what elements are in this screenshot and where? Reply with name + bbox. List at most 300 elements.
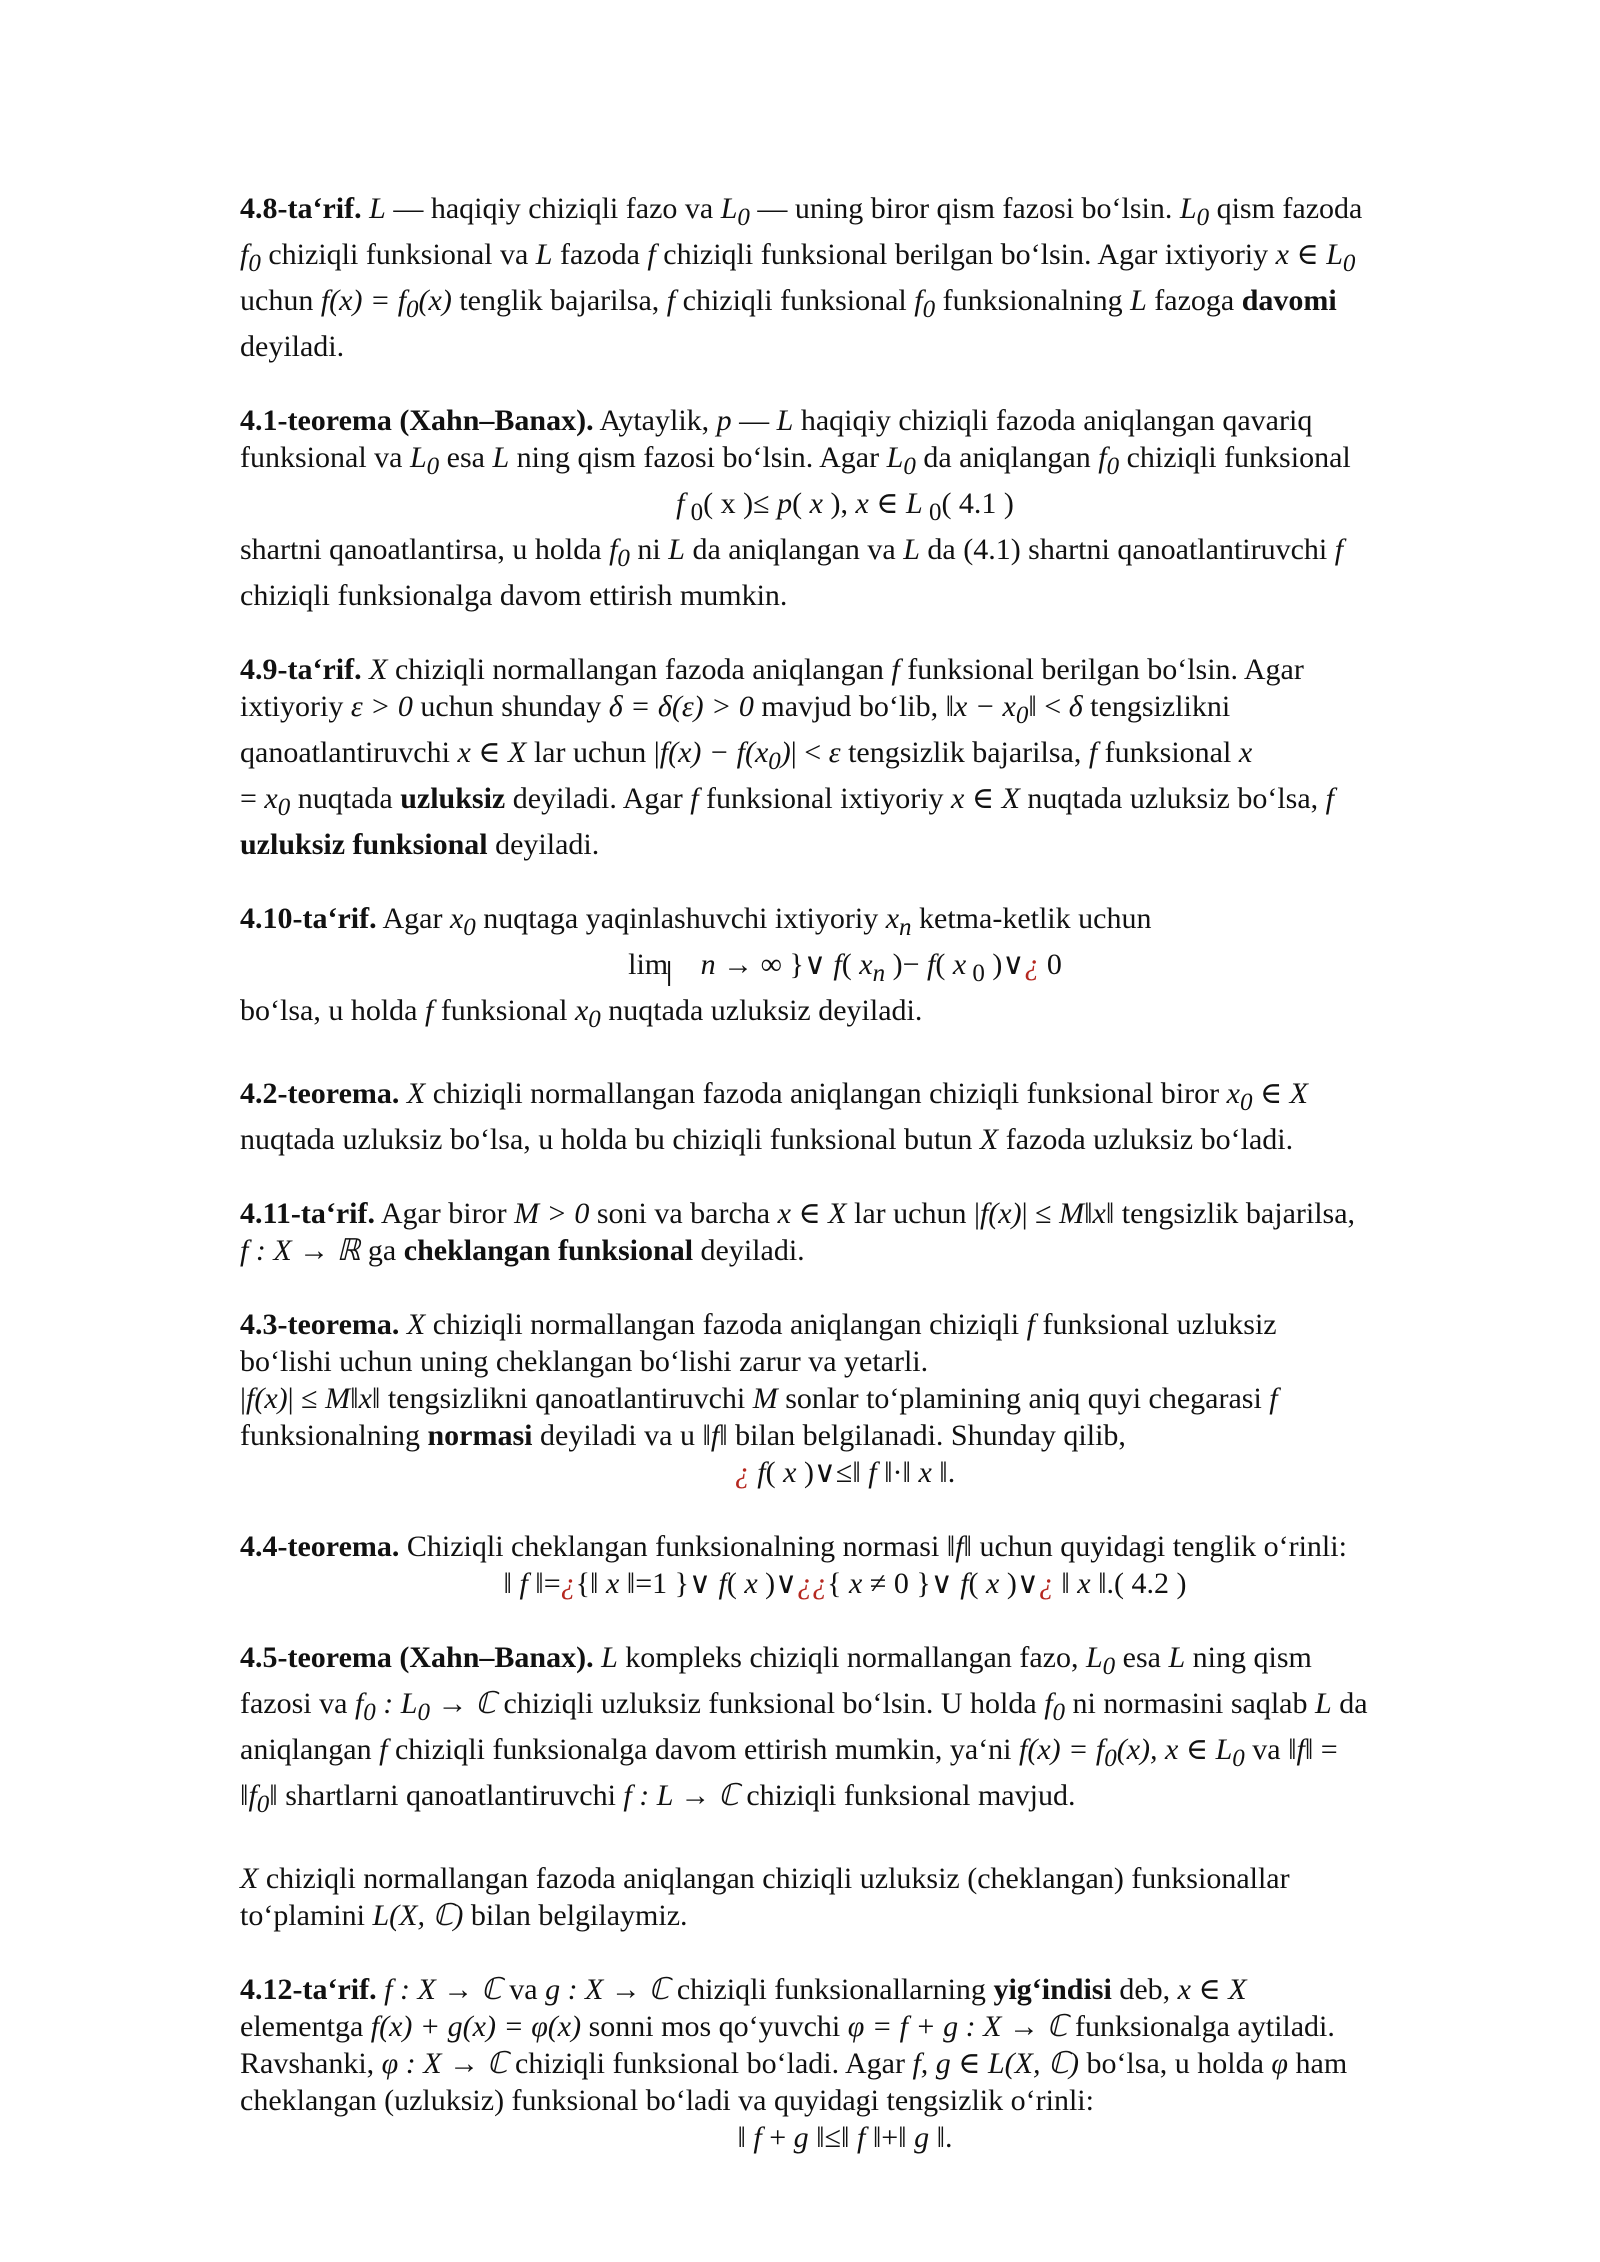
text-segment: esa	[439, 441, 493, 474]
text-segment: da	[1331, 1687, 1368, 1720]
text-line	[240, 328, 1450, 365]
text-segment: L	[535, 238, 553, 271]
text-segment: shartni qanoatlantirsa, u holda	[240, 533, 610, 566]
text-segment: X	[240, 1862, 259, 1895]
text-segment: L	[886, 441, 904, 474]
text-line	[240, 1860, 1450, 1897]
text-segment: f	[690, 782, 699, 815]
text-segment: x	[918, 1456, 932, 1489]
text-segment: 0	[903, 453, 916, 480]
text-segment: uzluksiz funksional	[240, 828, 488, 861]
text-segment: ∈	[964, 782, 1002, 815]
text-segment: (	[968, 1567, 987, 1600]
text-segment: g : X → ℂ	[545, 1973, 670, 2006]
text-segment: — uning biror qism fazosi bo‘lsin.	[749, 192, 1180, 225]
text-segment: qism fazoda	[1209, 192, 1363, 225]
text-line	[240, 1417, 1450, 1454]
text-segment: f	[868, 1456, 877, 1489]
text-segment: f	[354, 1687, 364, 1720]
text-segment: chiziqli normallangan fazoda aniqlangan chiziqli uzluksiz (cheklangan) funksionallar	[258, 1862, 1290, 1895]
text-segment: Aytaylik,	[593, 404, 717, 437]
text-line	[240, 1343, 1450, 1380]
text-segment: x	[849, 1567, 863, 1600]
text-segment: ‖ tengsizlikni qanoatlantiruvchi	[371, 1382, 753, 1415]
text-segment: 0	[737, 204, 750, 231]
text-segment: x	[1226, 1077, 1240, 1110]
text-segment: ∈	[868, 487, 906, 520]
text-segment: δ = δ(ε) > 0	[608, 690, 754, 723]
text-segment: ‖	[1053, 1567, 1078, 1600]
text-segment: f	[519, 1567, 528, 1600]
text-segment: X	[979, 1123, 999, 1156]
text-segment: x	[574, 994, 589, 1027]
text-segment: ¿	[560, 1567, 576, 1600]
text-segment	[399, 1077, 407, 1110]
text-segment: to‘plamini	[240, 1899, 373, 1932]
text-segment: )∨	[757, 1567, 798, 1600]
text-segment: fazosi va	[240, 1687, 355, 1720]
text-segment: ‖	[503, 1567, 520, 1600]
text-segment: 4.2-teorema.	[240, 1077, 400, 1110]
text-segment: (	[792, 487, 810, 520]
text-segment: ga	[360, 1234, 404, 1267]
text-segment: M	[1059, 1197, 1085, 1230]
text-line	[240, 402, 1450, 439]
text-segment: uchun shunday	[412, 690, 609, 723]
equation-4-2	[240, 1565, 1450, 1602]
text-segment: uzluksiz	[400, 782, 506, 815]
text-segment: (x), x	[1116, 1733, 1179, 1766]
text-segment: nuqtaga yaqinlashuvchi ixtiyoriy	[475, 902, 886, 935]
text-line	[240, 1195, 1450, 1232]
text-segment: f : X → ℂ	[384, 1973, 502, 2006]
text-segment: L	[1315, 1687, 1332, 1720]
text-segment: X	[828, 1197, 847, 1230]
text-line	[240, 688, 1450, 734]
text-segment: f	[1269, 1382, 1278, 1415]
theorem-4-3	[240, 1306, 1450, 1491]
text-segment	[362, 192, 370, 225]
text-segment: funksionalga aytiladi.	[1067, 2010, 1335, 2043]
text-segment: 0	[588, 1006, 601, 1033]
text-segment: 0	[1342, 250, 1356, 277]
text-segment: f : L → ℂ	[623, 1779, 739, 1812]
text-segment: da aniqlangan	[915, 441, 1099, 474]
text-segment: da (4.1) shartni qanoatlantiruvchi	[919, 533, 1335, 566]
text-segment: x	[449, 902, 464, 935]
text-segment: f	[1044, 1687, 1053, 1720]
text-segment: (	[935, 948, 953, 981]
text-segment: ham	[1288, 2047, 1348, 2080]
text-segment: f	[676, 487, 685, 520]
text-segment: x	[1092, 1197, 1106, 1230]
text-segment: chiziqli funksional berilgan bo‘lsin. Agar ixtiyoriy	[655, 238, 1276, 271]
text-line	[240, 651, 1450, 688]
theorem-4-1	[240, 402, 1450, 614]
text-segment: f	[891, 653, 900, 686]
text-segment: chiziqli uzluksiz funksional bo‘lsin. U holda	[495, 1687, 1045, 1720]
text-segment: | ≤	[287, 1382, 326, 1415]
text-segment: X	[1228, 1973, 1247, 2006]
definition-4-8	[240, 190, 1450, 365]
text-segment: f	[666, 284, 676, 317]
text-segment: deb,	[1111, 1973, 1178, 2006]
text-line	[240, 1639, 1450, 1685]
definition-4-9	[240, 651, 1450, 863]
text-segment: tenglik bajarilsa,	[451, 284, 667, 317]
text-segment: f	[753, 2121, 762, 2154]
text-segment: ‖	[350, 1382, 359, 1415]
text-segment: )∨	[984, 948, 1025, 981]
text-segment: funksional va	[240, 441, 410, 474]
text-segment: +	[761, 2121, 794, 2154]
text-segment: Ravshanki,	[240, 2047, 382, 2080]
text-segment: chiziqli funksionallarning	[669, 1973, 994, 2006]
text-segment: aniqlangan	[240, 1733, 380, 1766]
text-segment: 0	[426, 453, 440, 480]
text-segment: elementga	[240, 2010, 371, 2043]
text-segment: x	[809, 487, 823, 520]
text-segment: f	[424, 994, 434, 1027]
text-line	[240, 1777, 1450, 1823]
text-segment: funksionalning	[935, 284, 1131, 317]
text-segment: ‖.	[929, 2121, 953, 2154]
text-segment: ≠ 0 }∨	[862, 1567, 961, 1600]
text-segment: x	[1077, 1567, 1091, 1600]
text-segment: f	[1088, 736, 1098, 769]
text-segment: (x)	[418, 284, 452, 317]
text-segment: —	[731, 404, 777, 437]
text-segment: ∈	[1190, 1973, 1229, 2006]
text-segment: ∈	[950, 2047, 988, 2080]
text-segment: ∈	[470, 736, 508, 769]
text-segment: x	[952, 948, 967, 981]
text-segment: deyiladi.	[487, 828, 600, 861]
text-segment: ‖ uchun quyidagi tenglik o‘rinli:	[963, 1530, 1347, 1563]
text-segment: (	[841, 948, 860, 981]
page-content	[240, 190, 1450, 2193]
text-line	[240, 734, 1450, 780]
text-segment: 4.11-ta‘rif.	[240, 1197, 375, 1230]
text-segment: L	[369, 192, 386, 225]
text-line	[240, 282, 1450, 328]
text-segment: )∨≤‖	[796, 1456, 869, 1489]
theorem-4-4	[240, 1528, 1450, 1602]
text-segment: f	[1296, 1733, 1305, 1766]
text-line	[240, 992, 1450, 1038]
text-segment: va	[501, 1973, 546, 2006]
text-segment: funksional uzluksiz	[1034, 1308, 1277, 1341]
text-segment	[399, 1308, 407, 1341]
text-segment: 0	[1104, 1745, 1117, 1772]
text-segment: f	[757, 1456, 766, 1489]
text-segment: f(x) + g(x) = φ(x)	[370, 2010, 582, 2043]
text-segment: ( x )≤	[703, 487, 778, 520]
text-segment: (	[765, 1456, 784, 1489]
text-segment: φ : X → ℂ	[381, 2047, 508, 2080]
text-segment: 4.10-ta‘rif.	[240, 902, 377, 935]
text-segment: f(x)	[979, 1197, 1022, 1230]
text-segment: fazoga	[1146, 284, 1242, 317]
text-segment: esa	[1115, 1641, 1169, 1674]
text-segment: 0	[966, 960, 985, 987]
text-segment	[362, 653, 370, 686]
text-segment: nuqtada uzluksiz deyiladi.	[600, 994, 923, 1027]
text-segment: X	[369, 653, 388, 686]
text-segment: x	[1177, 1973, 1191, 2006]
text-segment: → ℂ	[429, 1687, 496, 1720]
text-segment: X	[1289, 1077, 1308, 1110]
text-segment: nuqtada uzluksiz bo‘lsa, u holda bu chiziqli funksional butun	[240, 1123, 980, 1156]
text-segment: 0	[922, 499, 942, 526]
text-segment: bo‘lishi uchun uning cheklangan bo‘lishi zarur va yetarli.	[240, 1345, 929, 1378]
text-line	[240, 1121, 1450, 1158]
text-segment: f	[240, 238, 249, 271]
text-segment: f	[1026, 1308, 1035, 1341]
text-segment: f	[856, 2121, 866, 2154]
text-segment: x	[859, 948, 873, 981]
text-segment: x	[457, 736, 471, 769]
text-line	[240, 236, 1450, 282]
text-segment: 0	[1106, 453, 1120, 480]
text-segment: deyiladi.	[693, 1234, 805, 1267]
text-line	[240, 1897, 1450, 1934]
text-segment: x	[264, 782, 278, 815]
text-segment: da aniqlangan va	[684, 533, 904, 566]
text-segment: funksional berilgan bo‘lsin. Agar	[899, 653, 1304, 686]
text-segment: L	[903, 533, 920, 566]
text-segment: ketma-ketlik uchun	[911, 902, 1152, 935]
text-segment: f	[955, 1530, 964, 1563]
text-segment: ‖+‖	[865, 2121, 915, 2154]
text-segment: x	[855, 487, 869, 520]
text-segment: ¿	[734, 1456, 750, 1489]
text-segment: L	[1179, 192, 1197, 225]
text-segment: ‖=	[527, 1567, 561, 1600]
text-segment: — haqiqiy chiziqli fazo va	[385, 192, 721, 225]
text-segment: x − x	[954, 690, 1016, 723]
text-segment: 4.9-ta‘rif.	[240, 653, 362, 686]
text-segment: chiziqli funksional va	[260, 238, 536, 271]
text-segment: ni normasini saqlab	[1065, 1687, 1315, 1720]
text-segment: f	[647, 238, 656, 271]
text-segment: )∨	[999, 1567, 1039, 1600]
text-segment: ‖.	[931, 1456, 956, 1489]
text-segment: 0	[1052, 1699, 1066, 1726]
text-segment: {‖	[575, 1567, 606, 1600]
text-segment: f	[1325, 782, 1335, 815]
text-segment: : L	[375, 1687, 418, 1720]
text-segment: f	[1098, 441, 1107, 474]
text-segment: 4.12-ta‘rif.	[240, 1973, 377, 2006]
text-segment: n	[700, 948, 716, 981]
text-line	[240, 190, 1450, 236]
text-segment: L	[776, 404, 794, 437]
text-line	[240, 1306, 1450, 1343]
text-segment: ∈	[1178, 1733, 1216, 1766]
definition-4-12	[240, 1971, 1450, 2156]
text-segment: ixtiyoriy	[240, 690, 351, 723]
text-segment: bo‘lsa, u holda	[240, 994, 425, 1027]
text-segment: 0	[1102, 1653, 1116, 1680]
equation-norm-bound	[240, 1454, 1450, 1491]
text-line	[240, 1380, 1450, 1417]
text-segment: chiziqli funksional mavjud.	[738, 1779, 1076, 1812]
text-segment: ‖ tengsizlik bajarilsa,	[1105, 1197, 1356, 1230]
definition-4-11	[240, 1195, 1450, 1269]
text-segment: 4.3-teorema.	[240, 1308, 400, 1341]
text-segment: p	[716, 404, 732, 437]
text-segment: X	[406, 1308, 426, 1341]
text-segment: nuqtada	[290, 782, 401, 815]
text-segment: ni	[629, 533, 669, 566]
text-segment: {	[827, 1567, 850, 1600]
text-segment: g	[914, 2121, 930, 2154]
text-segment: L	[1168, 1641, 1186, 1674]
text-segment: chiziqli funksional	[675, 284, 915, 317]
text-segment: x	[777, 1197, 791, 1230]
text-line	[240, 2008, 1450, 2045]
text-segment: (	[726, 1567, 745, 1600]
theorem-4-2	[240, 1075, 1450, 1158]
text-segment: nuqtada uzluksiz bo‘lsa,	[1019, 782, 1326, 815]
text-segment: =	[240, 782, 265, 815]
text-segment: | <	[790, 736, 829, 769]
equation-limit	[240, 946, 1450, 992]
text-segment: chiziqli funksionalga davom ettirish mumkin.	[240, 579, 788, 612]
notation-paragraph	[240, 1860, 1450, 1934]
text-line	[240, 439, 1450, 485]
text-line	[240, 826, 1450, 863]
text-segment: L	[1326, 238, 1343, 271]
text-segment: 0	[248, 250, 261, 277]
text-segment	[693, 948, 701, 981]
text-segment: ‖	[240, 1779, 249, 1812]
text-segment: | ≤	[1021, 1197, 1060, 1230]
text-segment: tengsizlikni	[1082, 690, 1231, 723]
text-segment: f	[718, 1567, 727, 1600]
text-segment: x	[358, 1382, 372, 1415]
text-segment: ‖ <	[1028, 690, 1069, 723]
text-segment: X	[406, 1077, 426, 1110]
text-segment: ∈	[790, 1197, 829, 1230]
text-segment: 0	[417, 1699, 430, 1726]
text-segment: 0	[277, 794, 291, 821]
text-segment: f	[609, 533, 618, 566]
text-segment: ‖=1 }∨	[619, 1567, 719, 1600]
text-segment: ning qism fazosi bo‘lsin. Agar	[509, 441, 887, 474]
text-segment: n	[872, 960, 886, 987]
text-segment: lar uchun |	[526, 736, 660, 769]
text-segment: qanoatlantiruvchi	[240, 736, 458, 769]
text-segment: funksional ixtiyoriy	[698, 782, 952, 815]
text-segment: funksional	[433, 994, 575, 1027]
text-segment: ε	[828, 736, 841, 769]
text-segment: x	[605, 1567, 620, 1600]
text-segment: ‖	[737, 2121, 754, 2154]
text-segment: uchun	[240, 284, 321, 317]
text-segment: L(X, ℂ)	[988, 2047, 1079, 2080]
text-segment: ‖≤‖	[808, 2121, 857, 2154]
text-segment: 0	[1239, 1089, 1253, 1116]
text-segment: L	[1130, 284, 1147, 317]
text-segment: cheklangan (uzluksiz) funksional bo‘ladi va quyidagi tengsizlik o‘rinli:	[240, 2084, 1094, 2117]
text-segment: φ	[1271, 2047, 1289, 2080]
text-segment: δ	[1068, 690, 1083, 723]
theorem-4-5	[240, 1639, 1450, 1823]
text-segment: )−	[885, 948, 927, 981]
text-segment: )	[780, 736, 791, 769]
text-segment: f	[914, 284, 923, 317]
text-segment: davomi	[1241, 284, 1337, 317]
text-segment: 0	[1232, 1745, 1245, 1772]
text-segment: φ = f + g : X → ℂ	[847, 2010, 1068, 2043]
text-segment: chiziqli normallangan fazoda aniqlangan chiziqli funksional biror	[425, 1077, 1227, 1110]
text-line	[240, 2045, 1450, 2082]
text-segment: ¿	[1038, 1567, 1054, 1600]
equation-triangle-inequality	[240, 2119, 1450, 2156]
text-segment: lar uchun |	[846, 1197, 980, 1230]
text-segment: x	[885, 902, 900, 935]
text-segment: L	[1085, 1641, 1103, 1674]
text-segment: cheklangan funksional	[403, 1234, 694, 1267]
text-segment: x	[1238, 736, 1253, 769]
text-segment: haqiqiy chiziqli fazoda aniqlangan qavariq	[793, 404, 1313, 437]
text-segment: funksionalning	[240, 1419, 428, 1452]
text-segment: deyiladi.	[240, 330, 345, 363]
text-segment: 0	[1015, 702, 1029, 729]
text-segment: mavjud bo‘lib, ‖	[753, 690, 954, 723]
text-segment: L	[601, 1641, 618, 1674]
text-line	[240, 577, 1450, 614]
text-segment: ),	[822, 487, 856, 520]
text-segment: lim	[628, 948, 669, 981]
text-line	[240, 1075, 1450, 1121]
text-segment: L	[409, 441, 427, 474]
text-segment: tengsizlik bajarilsa,	[840, 736, 1089, 769]
text-segment: Agar biror	[374, 1197, 515, 1230]
equation-4-1	[240, 485, 1450, 531]
text-segment: x	[951, 782, 965, 815]
text-segment: 0	[256, 1791, 270, 1818]
text-segment: ning qism	[1185, 1641, 1312, 1674]
text-segment: f	[248, 1779, 257, 1812]
text-segment: X	[1001, 782, 1020, 815]
text-segment: soni va barcha	[589, 1197, 778, 1230]
text-segment: f	[379, 1733, 388, 1766]
text-segment: L	[906, 487, 923, 520]
text-segment: 0	[768, 748, 781, 775]
text-segment: ‖ =	[1304, 1733, 1338, 1766]
text-line	[240, 2082, 1450, 2119]
text-segment: f, g	[912, 2047, 951, 2080]
text-segment: normasi	[427, 1419, 533, 1452]
text-segment: L	[668, 533, 685, 566]
text-segment: ∈	[1252, 1077, 1290, 1110]
text-segment: 0	[1196, 204, 1210, 231]
text-segment: ‖	[1084, 1197, 1093, 1230]
text-segment: 0	[406, 296, 419, 323]
text-segment	[377, 1973, 385, 2006]
text-segment: 0	[922, 296, 936, 323]
text-segment: bo‘lsa, u holda	[1078, 2047, 1272, 2080]
text-segment: ( 4.1 )	[941, 487, 1014, 520]
text-segment: chiziqli normallangan fazoda aniqlangan chiziqli	[425, 1308, 1027, 1341]
text-segment: chiziqli funksional bo‘ladi. Agar	[507, 2047, 913, 2080]
text-segment: X	[507, 736, 527, 769]
text-segment: p	[777, 487, 793, 520]
text-segment: x	[744, 1567, 758, 1600]
